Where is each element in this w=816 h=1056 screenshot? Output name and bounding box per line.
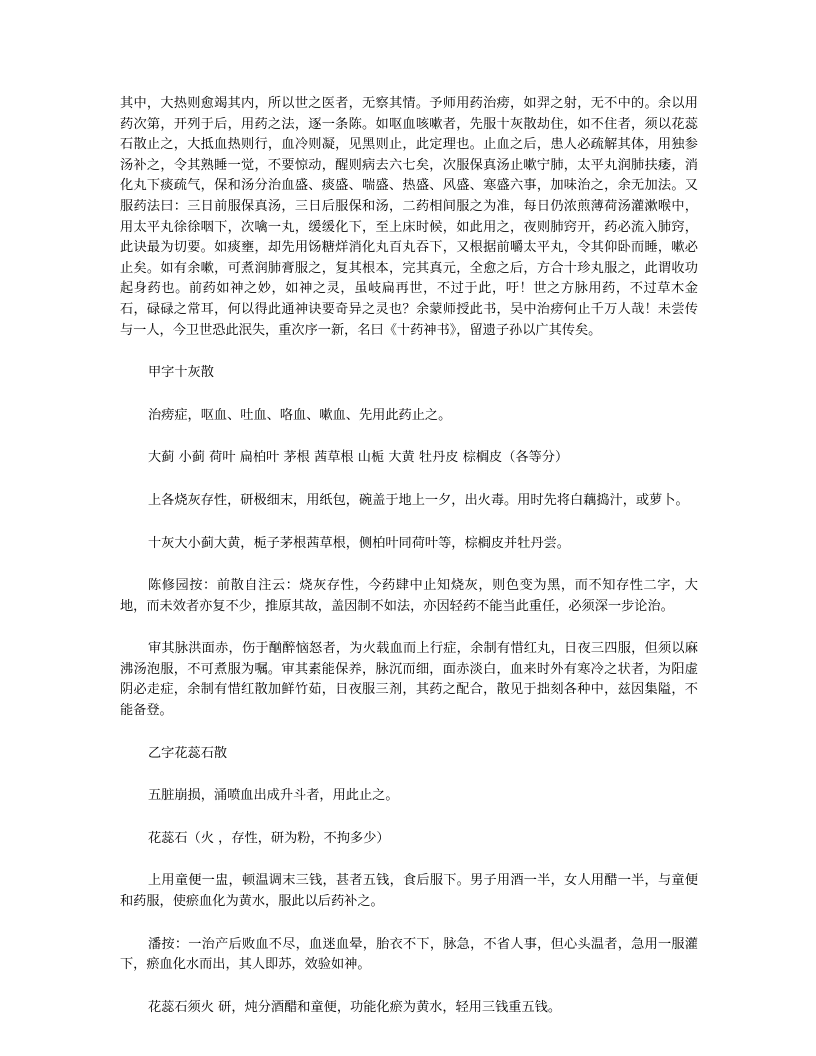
ingredients-paragraph-2: 花蕊石（火 ，存性，研为粉，不拘多少） (148, 830, 390, 846)
note-paragraph: 潘按：一治产后败血不尽，血迷血晕，胎衣不下，脉急，不省人事，但心头温者，急用一服灌下，瘀血化水而出，其人即苏，效验如神。 (120, 936, 698, 973)
commentary-paragraph: 陈修园按：前散自注云：烧灰存性，今药肆中止知烧灰，则色变为黑，而不知存性二字，大地，而未效者亦复不少，推原其故，盖因制不如法，亦因轻药不能当此重任，必须深一步论治。 (120, 578, 698, 614)
verse-paragraph: 十灰大小蓟大黄，栀子茅根茜草根，侧柏叶同荷叶等，棕榈皮并牡丹尝。 (148, 535, 570, 551)
usage-paragraph: 上用童便一盅，顿温调末三钱，甚者五钱，食后服下。男子用酒一半，女人用醋一半，与童便和药服，使瘀血化为黄水，服此以后药补之。 (120, 873, 698, 910)
indication-paragraph: 治痨症，呕血、吐血、咯血、嗽血、先用此药止之。 (148, 407, 452, 423)
ingredients-paragraph: 大蓟 小蓟 荷叶 扁柏叶 茅根 茜草根 山栀 大黄 牡丹皮 棕榈皮（各等分） (148, 450, 569, 466)
indication-paragraph-2: 五脏崩损，涌喷血出成升斗者，用此止之。 (148, 788, 399, 804)
section-title-shihui-san: 甲字十灰散 (148, 365, 214, 381)
intro-paragraph: 其中，大热则愈竭其内，所以世之医者，无察其情。予师用药治痨，如羿之射，无不中的。余以用药次第，开列于后，用药之法，逐一条陈。如呕血咳嗽者，先服十灰散劫住，如不住者，须以花蕊石散止之，大抵血热则行，血冷则凝，见黑则止，此定理也。止血之后，患人必疏解其体，用独参汤补之，令其熟睡一觉，不要惊动，醒则病去六七矣，次服保真汤止嗽宁肺，太平丸润肺扶痿，消化丸下痰疏气，保和汤分治血盛、痰盛、喘盛、热盛、风盛、寒盛六事，加味治之，余无加法。又服药法曰：三日前服保真汤，三日后服保和汤，二药相间服之为准，每日仍浓煎薄荷汤灌漱喉中，用太平丸徐徐咽下，次噙一丸，缓缓化下，至上床时候，如此用之，夜则肺窍开，药必流入肺窍，此诀最为切要。如痰壅，却先用饧糖烊消化丸百丸吞下，又根据前嚼太平丸，令其仰卧而睡，嗽必止矣。如有余嗽，可煮润肺膏服之，复其根本，完其真元，全愈之后，方合十珍丸服之，此谓收功起身药也。前药如神之妙，如神之灵，虽岐扁再世，不过于此，吁！世之方脉用药，不过草木金石，碌碌之常耳，何以得此通神诀要奇异之灵也？余蒙师授此书，吴中治痨何止千万人哉！未尝传与一人，今卫世恐此泯失，重次序一新，名曰《十药神书》，留遗子孙以广其传矣。 (120, 96, 698, 338)
diagnosis-paragraph: 审其脉洪面赤，伤于酗醉恼怒者，为火载血而上行症，余制有惜红丸，日夜三四服，但须以麻沸汤泡服，不可煮服为嘱。审其素能保养，脉沉而细，面赤淡白，血来时外有寒冷之状者，为阳虚阴必走症，余制有惜红散加鲜竹茹，日夜服三剂，其药之配合，散见于拙刻各种中，兹因集隘，不能备登。 (120, 641, 698, 719)
document-page (120, 94, 698, 1040)
verse-paragraph-2: 花蕊石须火 研，炖分酒醋和童便，功能化瘀为黄水，轻用三钱重五钱。 (148, 999, 562, 1015)
section-title-huaruishi-san: 乙字花蕊石散 (148, 745, 228, 761)
preparation-paragraph: 上各烧灰存性，研极细末，用纸包，碗盖于地上一夕，出火毒。用时先将白藕捣汁，或萝卜。 (148, 492, 689, 508)
